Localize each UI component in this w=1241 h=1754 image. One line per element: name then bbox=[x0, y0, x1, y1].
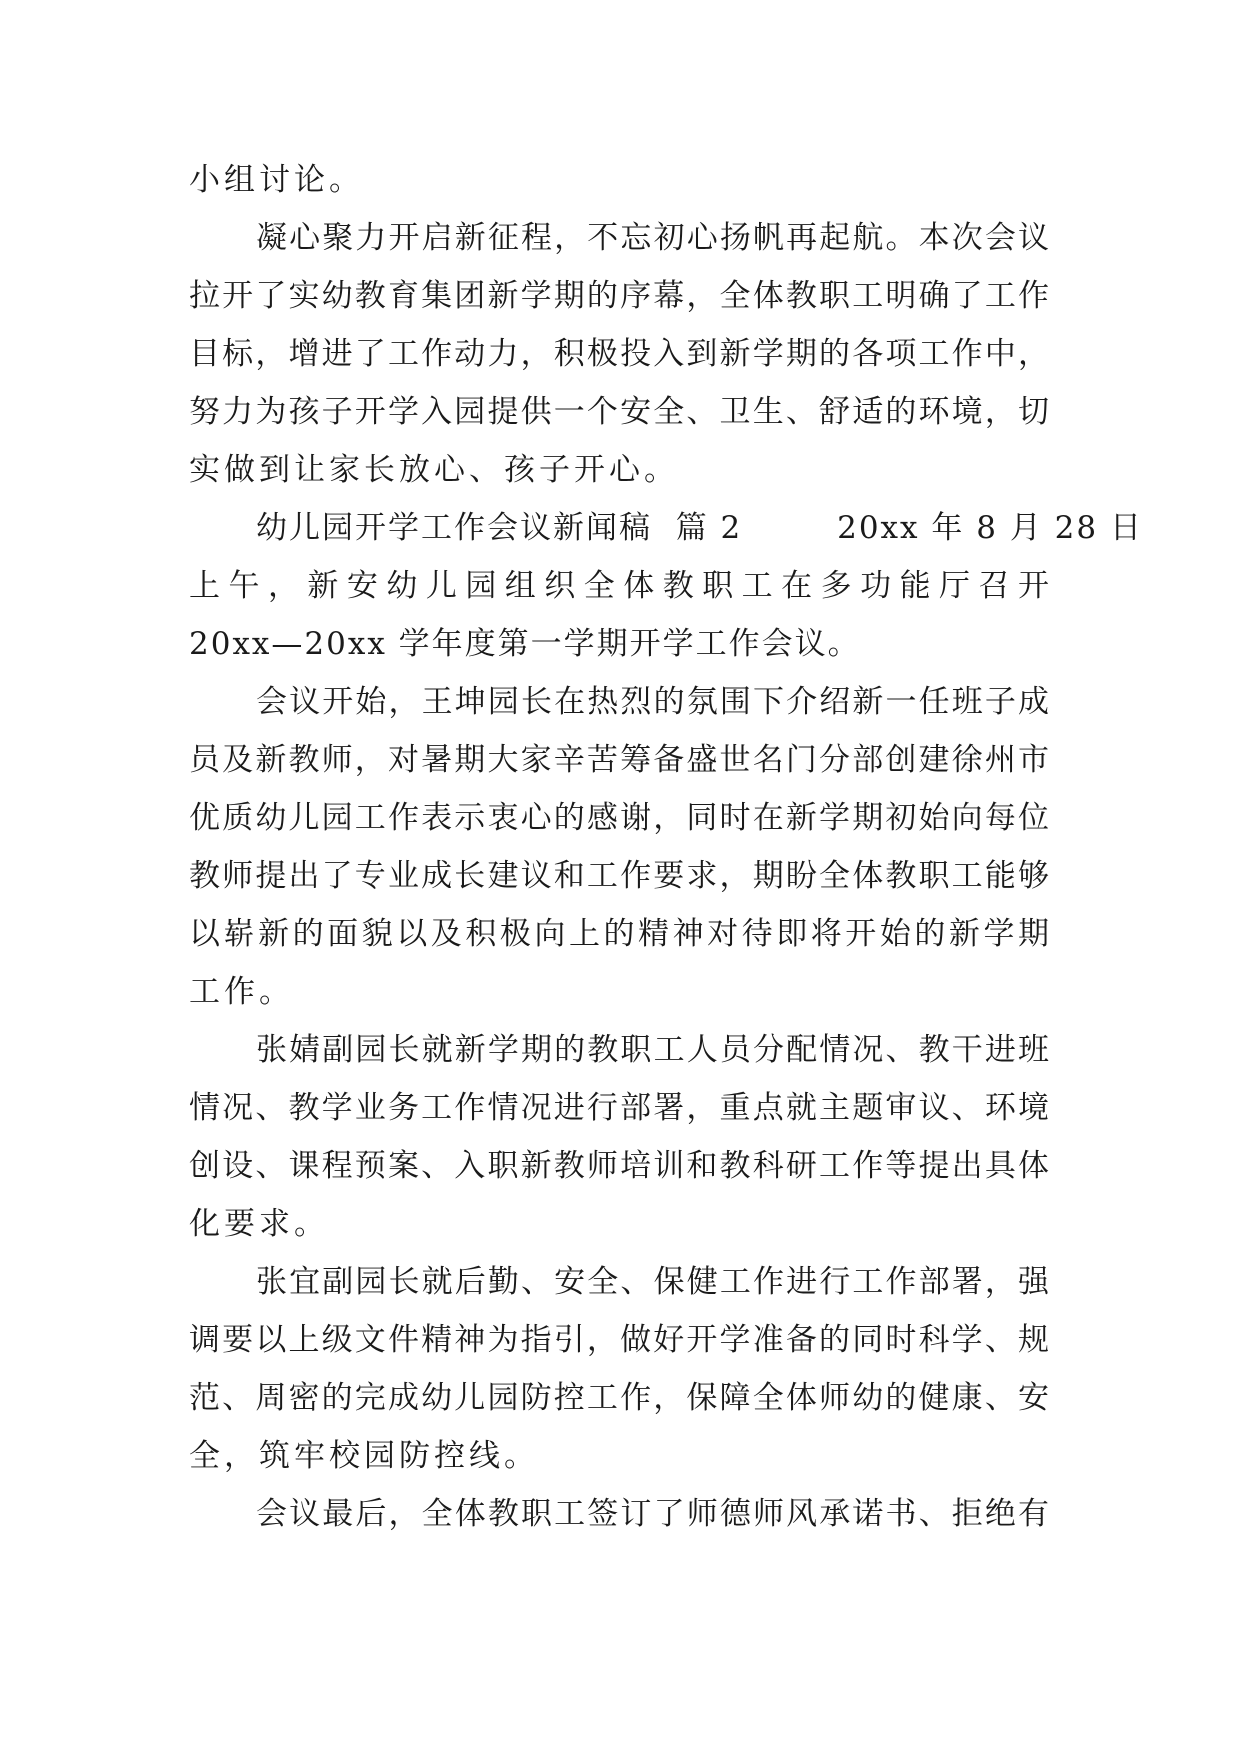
text-line: 以崭新的面貌以及积极向上的精神对待即将开始的新学期 bbox=[189, 916, 1049, 952]
text-line: 员及新教师，对暑期大家辛苦筹备盛世名门分部创建徐州市 bbox=[189, 742, 1049, 778]
text-line: 会议开始，王坤园长在热烈的氛围下介绍新一任班子成 bbox=[256, 684, 1049, 720]
text-line: 张婧副园长就新学期的教职工人员分配情况、教干进班 bbox=[256, 1032, 1049, 1068]
section-heading: 幼儿园开学工作会议新闻稿 篇 2 20xx 年 8 月 28 日 bbox=[256, 510, 1143, 546]
text-line: 化要求。 bbox=[189, 1206, 329, 1242]
text-line: 创设、课程预案、入职新教师培训和教科研工作等提出具体 bbox=[189, 1148, 1049, 1184]
text-line: 上午，新安幼儿园组织全体教职工在多功能厅召开 bbox=[189, 568, 1049, 604]
text-line: 工作。 bbox=[189, 974, 294, 1010]
text-line: 凝心聚力开启新征程，不忘初心扬帆再起航。本次会议 bbox=[256, 220, 1049, 256]
text-line: 范、周密的完成幼儿园防控工作，保障全体师幼的健康、安 bbox=[189, 1380, 1049, 1416]
text-line: 张宜副园长就后勤、安全、保健工作进行工作部署，强 bbox=[256, 1264, 1049, 1300]
text-line: 目标，增进了工作动力，积极投入到新学期的各项工作中， bbox=[189, 336, 1049, 372]
text-line: 小组讨论。 bbox=[189, 162, 364, 198]
text-line: 拉开了实幼教育集团新学期的序幕，全体教职工明确了工作 bbox=[189, 278, 1049, 314]
text-line: 教师提出了专业成长建议和工作要求，期盼全体教职工能够 bbox=[189, 858, 1049, 894]
text-line: 优质幼儿园工作表示衷心的感谢，同时在新学期初始向每位 bbox=[189, 800, 1049, 836]
text-line: 情况、教学业务工作情况进行部署，重点就主题审议、环境 bbox=[189, 1090, 1049, 1126]
text-line: 实做到让家长放心、孩子开心。 bbox=[189, 452, 679, 488]
text-line: 努力为孩子开学入园提供一个安全、卫生、舒适的环境，切 bbox=[189, 394, 1049, 430]
text-line: 会议最后，全体教职工签订了师德师风承诺书、拒绝有 bbox=[256, 1496, 1049, 1532]
text-line: 20xx—20xx 学年度第一学期开学工作会议。 bbox=[189, 626, 861, 662]
text-line: 全，筑牢校园防控线。 bbox=[189, 1438, 539, 1474]
text-line: 调要以上级文件精神为指引，做好开学准备的同时科学、规 bbox=[189, 1322, 1049, 1358]
